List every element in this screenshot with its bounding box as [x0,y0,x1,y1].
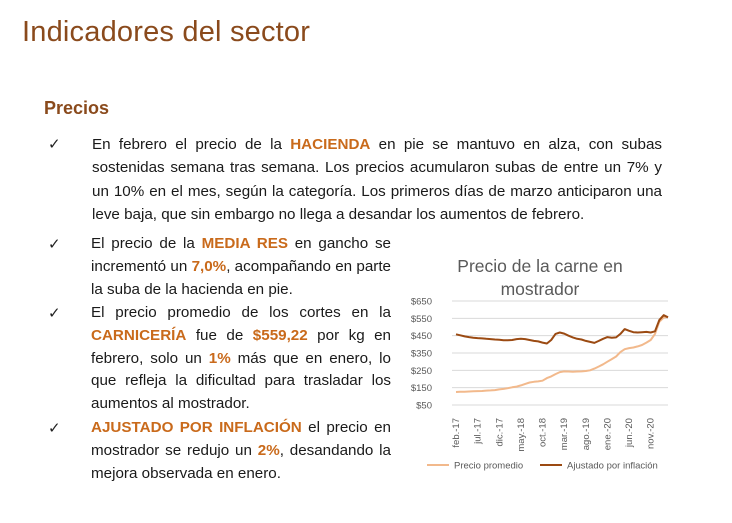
bullet-text: , acompañando en parte la suba de la hacienda en pie. [91,257,391,298]
check-icon: ✓ [48,136,61,153]
bullet-text: por kg en febrero, solo un [91,326,392,367]
x-tick-label: jul.-17 [472,418,484,444]
y-tick-label: $250 [410,365,432,377]
series-line-ajustado-inflacion [456,315,668,343]
x-tick-label: ene.-20 [602,418,614,451]
x-tick-label: mar.-19 [559,418,571,451]
x-tick-label: may.-18 [515,418,527,452]
bullet-text: , desandando la mejora observada en enero. [91,441,391,482]
bullet-text: el precio en mostrador se redujo un [91,419,391,459]
x-tick-label: feb.-17 [451,418,462,448]
y-tick-label: $350 [410,348,432,360]
chart-title: Precio de la carne en mostrador [457,256,623,299]
check-icon: ✓ [48,420,61,437]
x-tick-label: oct.-18 [537,418,549,448]
bullet-text: En febrero el precio de la [92,136,291,153]
highlight-term: AJUSTADO POR INFLACIÓN [91,419,302,436]
y-tick-label: $650 [410,296,432,308]
page-title: Indicadores del sector [22,16,311,48]
bullet-text: en gancho se incrementó un [91,235,391,275]
bullet-text: El precio promedio de los cortes en la [91,304,391,321]
x-tick-label: jun.-20 [624,418,636,448]
y-tick-label: $150 [410,383,432,395]
highlight-term: $559,22 [252,326,308,344]
highlight-term: CARNICERÍA [91,326,187,344]
highlight-term: 7,0% [191,257,227,275]
y-tick-label: $450 [410,331,432,343]
bullet-text: en pie se mantuvo en alza, con subas sostenidas semana tras semana. Los precios acumularon subas de entre un 7% y un 10% en el mes, según la categoría. Los primeros días de marzo anticiparon una leve baja, que sin embargo no llega a desandar los aumentos de febrero. [92,136,662,223]
check-icon: ✓ [48,236,61,253]
series-line-precio-promedio [456,317,668,392]
legend-label: Ajustado por inflación [567,460,658,472]
bullet-text: fue de [186,326,253,344]
section-title: Precios [44,98,110,118]
x-tick-label: ago.-19 [580,418,592,451]
bullet-text: El precio de la [91,235,202,252]
highlight-term: HACIENDA [290,136,371,153]
y-tick-label: $50 [416,400,432,412]
x-tick-label: dic.-17 [494,418,506,447]
highlight-term: 2% [257,441,280,459]
check-icon: ✓ [48,305,61,322]
x-tick-label: nov.-20 [645,418,657,449]
y-tick-label: $550 [410,313,432,325]
legend-label: Precio promedio [454,460,524,472]
bullet-text: más que en enero, lo que refleja la dificultad para trasladar los aumentos al mostrador. [91,349,391,413]
highlight-term: MEDIA RES [201,235,288,252]
highlight-term: 1% [208,349,231,367]
